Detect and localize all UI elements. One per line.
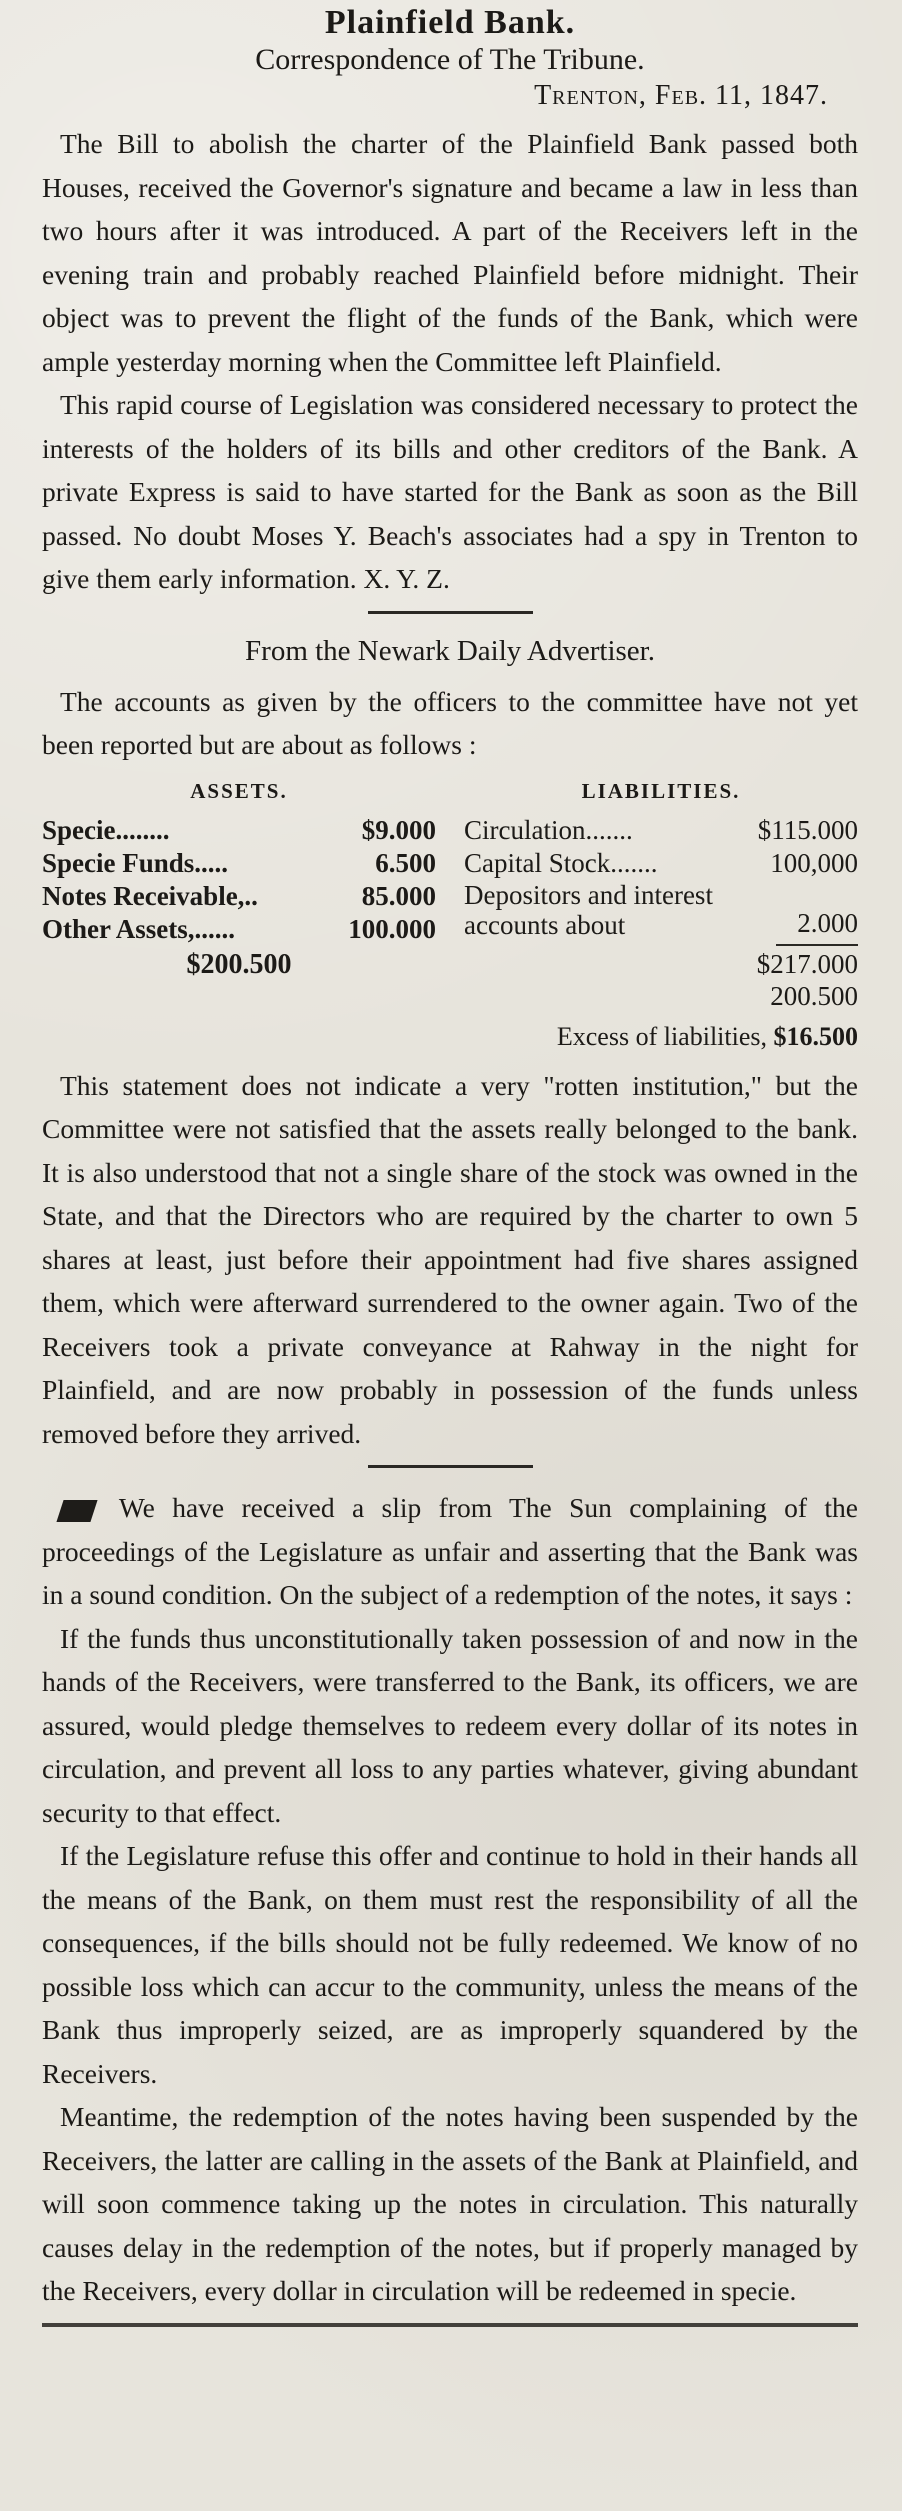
asset-label: Specie Funds..... bbox=[42, 847, 229, 878]
asset-row-specie bbox=[42, 814, 436, 847]
liability-row-capital-stock bbox=[464, 847, 858, 880]
asset-label: Notes Receivable,.. bbox=[42, 880, 258, 911]
pointing-hand-icon bbox=[56, 1500, 97, 1522]
liability-value: $115.000 bbox=[757, 814, 858, 845]
quote-paragraph-2: If the Legislature refuse this offer and continue to hold in their hands all the means of the Bank, on them must rest the responsibility of all the consequences, if the bills should not be fully redeemed. We know of no possible loss which can accur to the community, unless the means of the Bank thus improperly seized, are as improperly squandered by the Receivers. bbox=[42, 1840, 858, 2089]
asset-row-other-assets bbox=[42, 913, 436, 946]
assets-column bbox=[42, 775, 436, 1012]
liabilities-total-rule bbox=[776, 944, 858, 946]
asset-label: Specie........ bbox=[42, 814, 170, 845]
assets-total: $200.500 bbox=[186, 948, 292, 980]
liability-row-depositors bbox=[464, 880, 858, 940]
section-divider-1 bbox=[368, 611, 533, 614]
excess-value: $16.500 bbox=[773, 1021, 858, 1051]
asset-value: 85.000 bbox=[361, 880, 436, 911]
section-divider-2 bbox=[368, 1465, 533, 1468]
quote-paragraph-1: If the funds thus unconstitutionally taken possession of and now in the hands of the Receivers, were transferred to the Bank, its officers, we are assured, would pledge themselves to redeem every dollar of its notes in circulation, and prevent all loss to any parties whatever, giving abundant security to that effect. bbox=[42, 1622, 858, 1828]
article-paragraph-1: The Bill to abolish the charter of the Plainfield Bank passed both Houses, received the Governor's signature and became a law in less than two hours after it was introduced. A part of the Receivers left in the evening train and probably reached Plainfield before midnight. Their object was to prevent the flight of the funds of the Bank, which were ample yesterday morning when the Committee left Plainfield. bbox=[42, 128, 858, 377]
liability-label: Capital Stock....... bbox=[464, 847, 658, 878]
liability-value: 100,000 bbox=[770, 847, 858, 878]
section-header-newark: From the Newark Daily Advertiser. bbox=[245, 634, 655, 667]
excess-liabilities bbox=[42, 1022, 858, 1052]
asset-row-specie-funds bbox=[42, 847, 436, 880]
accounts-table bbox=[42, 775, 858, 1012]
accounts-analysis: This statement does not indicate a very "rotten institution," but the Committee were not satisfied that the assets really belonged to the bank. It is also understood that not a single share of the stock was owned in the State, and that the Directors who are required by the charter to own 5 shares at least, just before their appointment had five shares assigned them, which were afterward surrendered to the owner again. Two of the Receivers took a private conveyance at Rahway in the night for Plainfield, and are now probably in possession of the funds unless removed before they arrived. bbox=[42, 1069, 858, 1449]
sun-notice-paragraph bbox=[42, 1486, 858, 1617]
liability-row-circulation bbox=[464, 814, 858, 847]
sun-notice-text: We have received a slip from The Sun complaining of the proceedings of the Legislature as unfair and asserting that the Bank was in a sound condition. On the subject of a redemption of the notes, it says : bbox=[42, 1492, 858, 1610]
assets-header: ASSETS. bbox=[190, 778, 288, 803]
asset-label: Other Assets,...... bbox=[42, 913, 235, 944]
liabilities-header: LIABILITIES. bbox=[581, 778, 741, 803]
accounts-intro: The accounts as given by the officers to the committee have not yet been reported but are about as follows : bbox=[42, 685, 858, 760]
liabilities-total-value: $217.000 bbox=[756, 948, 858, 979]
asset-value: 100.000 bbox=[348, 913, 436, 944]
asset-row-notes-receivable bbox=[42, 880, 436, 913]
bottom-rule bbox=[42, 2323, 858, 2327]
asset-value: 6.500 bbox=[375, 847, 436, 878]
asset-value: $9.000 bbox=[361, 814, 436, 845]
subtitle: Correspondence of The Tribune. bbox=[255, 43, 645, 76]
liability-label: Depositors and interest accounts about bbox=[464, 879, 713, 940]
article-paragraph-2: This rapid course of Legislation was considered necessary to protect the interests of the holders of its bills and other creditors of the Bank. A private Express is said to have started for the Bank as soon as the Bill passed. No doubt Moses Y. Beach's associates had a spy in Trenton to give them early information. X. Y. Z. bbox=[42, 389, 858, 594]
liabilities-less-value: 200.500 bbox=[770, 980, 858, 1011]
liabilities-total bbox=[464, 948, 858, 1012]
excess-label: Excess of liabilities, bbox=[556, 1021, 767, 1051]
liability-label: Circulation....... bbox=[464, 814, 633, 845]
liability-value: 2.000 bbox=[797, 907, 858, 938]
dateline: Trenton, Feb. 11, 1847. bbox=[534, 80, 828, 111]
liabilities-column bbox=[464, 775, 858, 1012]
quote-paragraph-3: Meantime, the redemption of the notes having been suspended by the Receivers, the latter are calling in the assets of the Bank at Plainfield, and will soon commence taking up the notes in circulation. This naturally causes delay in the redemption of the notes, but if properly managed by the Receivers, every dollar in circulation will be redeemed in specie. bbox=[42, 2101, 858, 2306]
page-title: Plainfield Bank. bbox=[324, 4, 576, 41]
